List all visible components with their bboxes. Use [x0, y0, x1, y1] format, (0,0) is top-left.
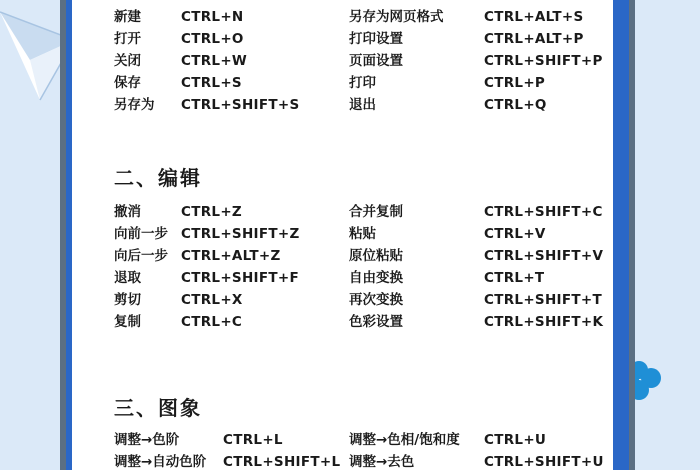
shortcut-key: CTRL+U	[484, 432, 547, 448]
shortcut-name: 原位粘贴	[349, 248, 403, 264]
shortcut-key: CTRL+T	[484, 270, 545, 286]
shortcut-key: CTRL+N	[181, 9, 244, 25]
image-section-title: 三、图象	[114, 396, 202, 420]
shortcut-key: CTRL+Q	[484, 97, 547, 113]
edit-section-title: 二、编辑	[114, 166, 202, 190]
shortcut-name: 撤消	[114, 204, 141, 220]
shortcut-name: 粘贴	[349, 226, 376, 242]
shortcut-key: CTRL+SHIFT+Z	[181, 226, 300, 242]
shortcut-key: CTRL+SHIFT+S	[181, 97, 300, 113]
shortcut-name: 关闭	[114, 53, 141, 69]
shortcut-key: CTRL+S	[181, 75, 242, 91]
shortcut-key: CTRL+P	[484, 75, 546, 91]
shortcut-key: CTRL+SHIFT+F	[181, 270, 300, 286]
shortcut-name: 向后一步	[114, 248, 168, 264]
shortcut-key: CTRL+SHIFT+T	[484, 292, 603, 308]
shortcut-name: 打开	[114, 31, 141, 47]
shortcut-name: 打印	[349, 75, 376, 91]
shortcut-name: 退出	[349, 97, 376, 113]
shortcut-name: 再次变换	[349, 292, 403, 308]
shortcut-key: CTRL+Z	[181, 204, 243, 220]
shortcut-key: CTRL+SHIFT+P	[484, 53, 603, 69]
shortcut-key: CTRL+SHIFT+U	[484, 454, 604, 470]
shortcut-name: 调整→色阶	[114, 432, 180, 448]
shortcut-name: 调整→去色	[349, 454, 415, 470]
shortcut-key: CTRL+ALT+Z	[181, 248, 281, 264]
shortcut-key: CTRL+SHIFT+K	[484, 314, 604, 330]
shortcut-name: 复制	[114, 314, 141, 330]
shortcut-key: CTRL+V	[484, 226, 546, 242]
shortcut-key: CTRL+O	[181, 31, 244, 47]
shortcut-key: CTRL+X	[181, 292, 243, 308]
shortcut-name: 自由变换	[349, 270, 403, 286]
shortcut-name: 另存为	[114, 97, 155, 113]
shortcut-key: CTRL+ALT+S	[484, 9, 584, 25]
shortcut-key: CTRL+C	[181, 314, 243, 330]
shortcut-key: CTRL+SHIFT+L	[223, 454, 341, 470]
shortcut-name: 调整→色相/饱和度	[349, 432, 460, 448]
shortcut-name: 另存为网页格式	[349, 9, 444, 25]
shortcut-key: CTRL+L	[223, 432, 283, 448]
shortcut-name: 色彩设置	[349, 314, 403, 330]
shortcut-key: CTRL+W	[181, 53, 248, 69]
shortcut-name: 调整→自动色阶	[114, 454, 207, 470]
shortcut-name: 向前一步	[114, 226, 168, 242]
shortcut-name: 保存	[114, 75, 141, 91]
shortcut-name: 新建	[114, 9, 141, 25]
shortcut-name: 打印设置	[349, 31, 403, 47]
shortcut-key: CTRL+ALT+P	[484, 31, 584, 47]
shortcut-key: CTRL+SHIFT+C	[484, 204, 603, 220]
shortcut-name: 页面设置	[349, 53, 403, 69]
shortcut-name: 合并复制	[349, 204, 403, 220]
shortcut-name: 剪切	[114, 292, 141, 308]
shortcut-key: CTRL+SHIFT+V	[484, 248, 604, 264]
shortcut-name: 退取	[114, 270, 141, 286]
